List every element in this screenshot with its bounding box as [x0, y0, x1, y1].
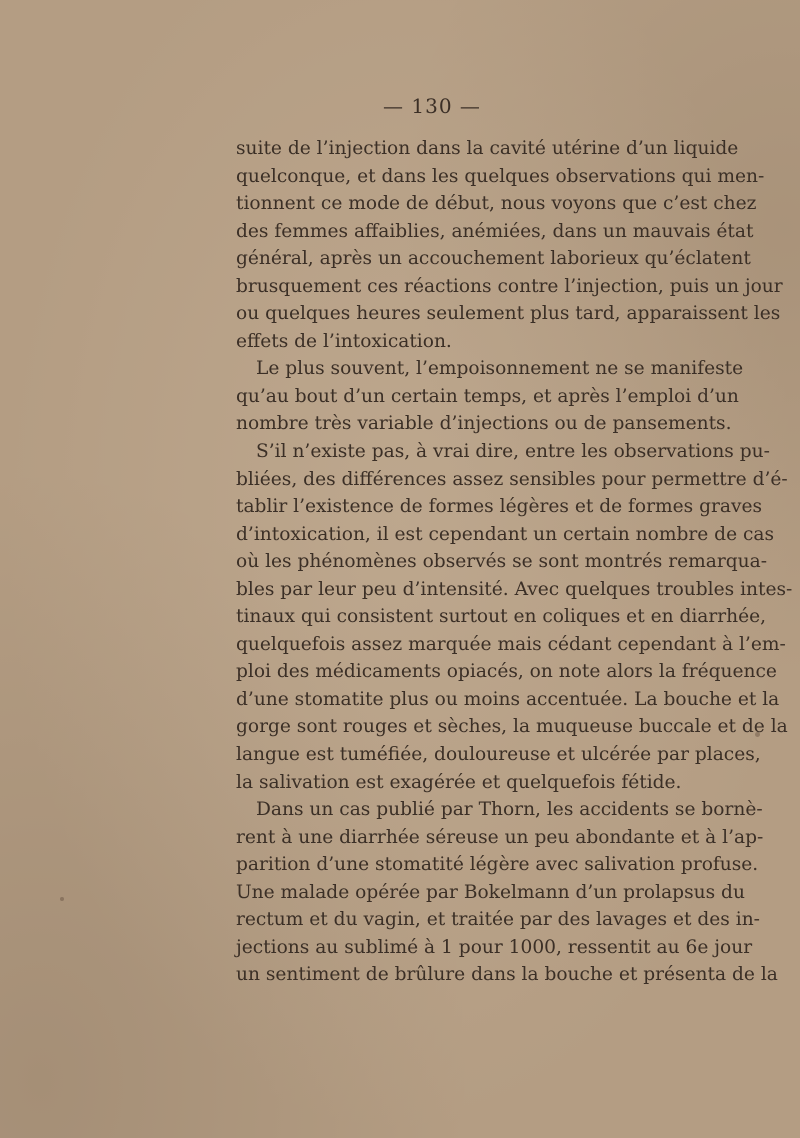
text-line: jections au sublimé à 1 pour 1000, ressentit au 6e jour: [236, 936, 753, 958]
body-text: [236, 135, 793, 989]
text-line: quelquefois assez marquée mais cédant cependant à l’em-: [236, 633, 786, 655]
text-line: bles par leur peu d’intensité. Avec quelques troubles intes-: [236, 578, 793, 600]
text-line: d’une stomatite plus ou moins accentuée. La bouche et la: [236, 688, 780, 710]
text-line: où les phénomènes observés se sont montrés remarqua-: [236, 551, 768, 573]
text-line: qu’au bout d’un certain temps, et après l’emploi d’un: [236, 385, 739, 407]
text-line: S’il n’existe pas, à vrai dire, entre les observations pu-: [256, 441, 770, 463]
text-line: quelconque, et dans les quelques observations qui men-: [236, 165, 765, 187]
paper-blemish: [60, 897, 64, 901]
text-line: suite de l’injection dans la cavité utérine d’un liquide: [236, 138, 739, 159]
text-line: la salivation est exagérée et quelquefois fétide.: [236, 771, 682, 793]
text-line: d’intoxication, il est cependant un certain nombre de cas: [236, 523, 775, 545]
text-line: général, après un accouchement laborieux qu’éclatent: [236, 248, 751, 270]
text-line: un sentiment de brûlure dans la bouche et présenta de la: [236, 964, 778, 986]
text-line: effets de l’intoxication.: [236, 330, 452, 352]
page-number: — 130 —: [383, 94, 481, 118]
text-line: des femmes affaiblies, anémiées, dans un mauvais état: [236, 220, 754, 242]
text-line: langue est tuméfiée, douloureuse et ulcérée par places,: [236, 744, 761, 766]
text-line: tinaux qui consistent surtout en coliques et en diarrhée,: [236, 606, 767, 628]
text-line: Une malade opérée par Bokelmann d’un prolapsus du: [236, 881, 745, 903]
text-line: rent à une diarrhée séreuse un peu abondante et à l’ap-: [236, 826, 764, 848]
text-line: Dans un cas publié par Thorn, les accidents se bornè-: [256, 799, 763, 821]
text-line: gorge sont rouges et sèches, la muqueuse buccale et de la: [236, 716, 788, 738]
text-line: ou quelques heures seulement plus tard, apparaissent les: [236, 303, 781, 325]
text-line: rectum et du vagin, et traitée par des lavages et des in-: [236, 909, 760, 931]
text-line: brusquement ces réactions contre l’injection, puis un jour: [236, 275, 783, 297]
text-line: Le plus souvent, l’empoisonnement ne se manifeste: [256, 358, 744, 380]
text-line: ploi des médicaments opiacés, on note alors la fréquence: [236, 661, 777, 683]
text-line: bliées, des différences assez sensibles pour permettre d’é-: [236, 468, 788, 490]
text-line: nombre très variable d’injections ou de pansements.: [236, 413, 732, 435]
text-line: tionnent ce mode de début, nous voyons que c’est chez: [236, 193, 757, 215]
text-line: parition d’une stomatité légère avec salivation profuse.: [236, 854, 759, 876]
text-line: tablir l’existence de formes légères et de formes graves: [236, 496, 763, 518]
